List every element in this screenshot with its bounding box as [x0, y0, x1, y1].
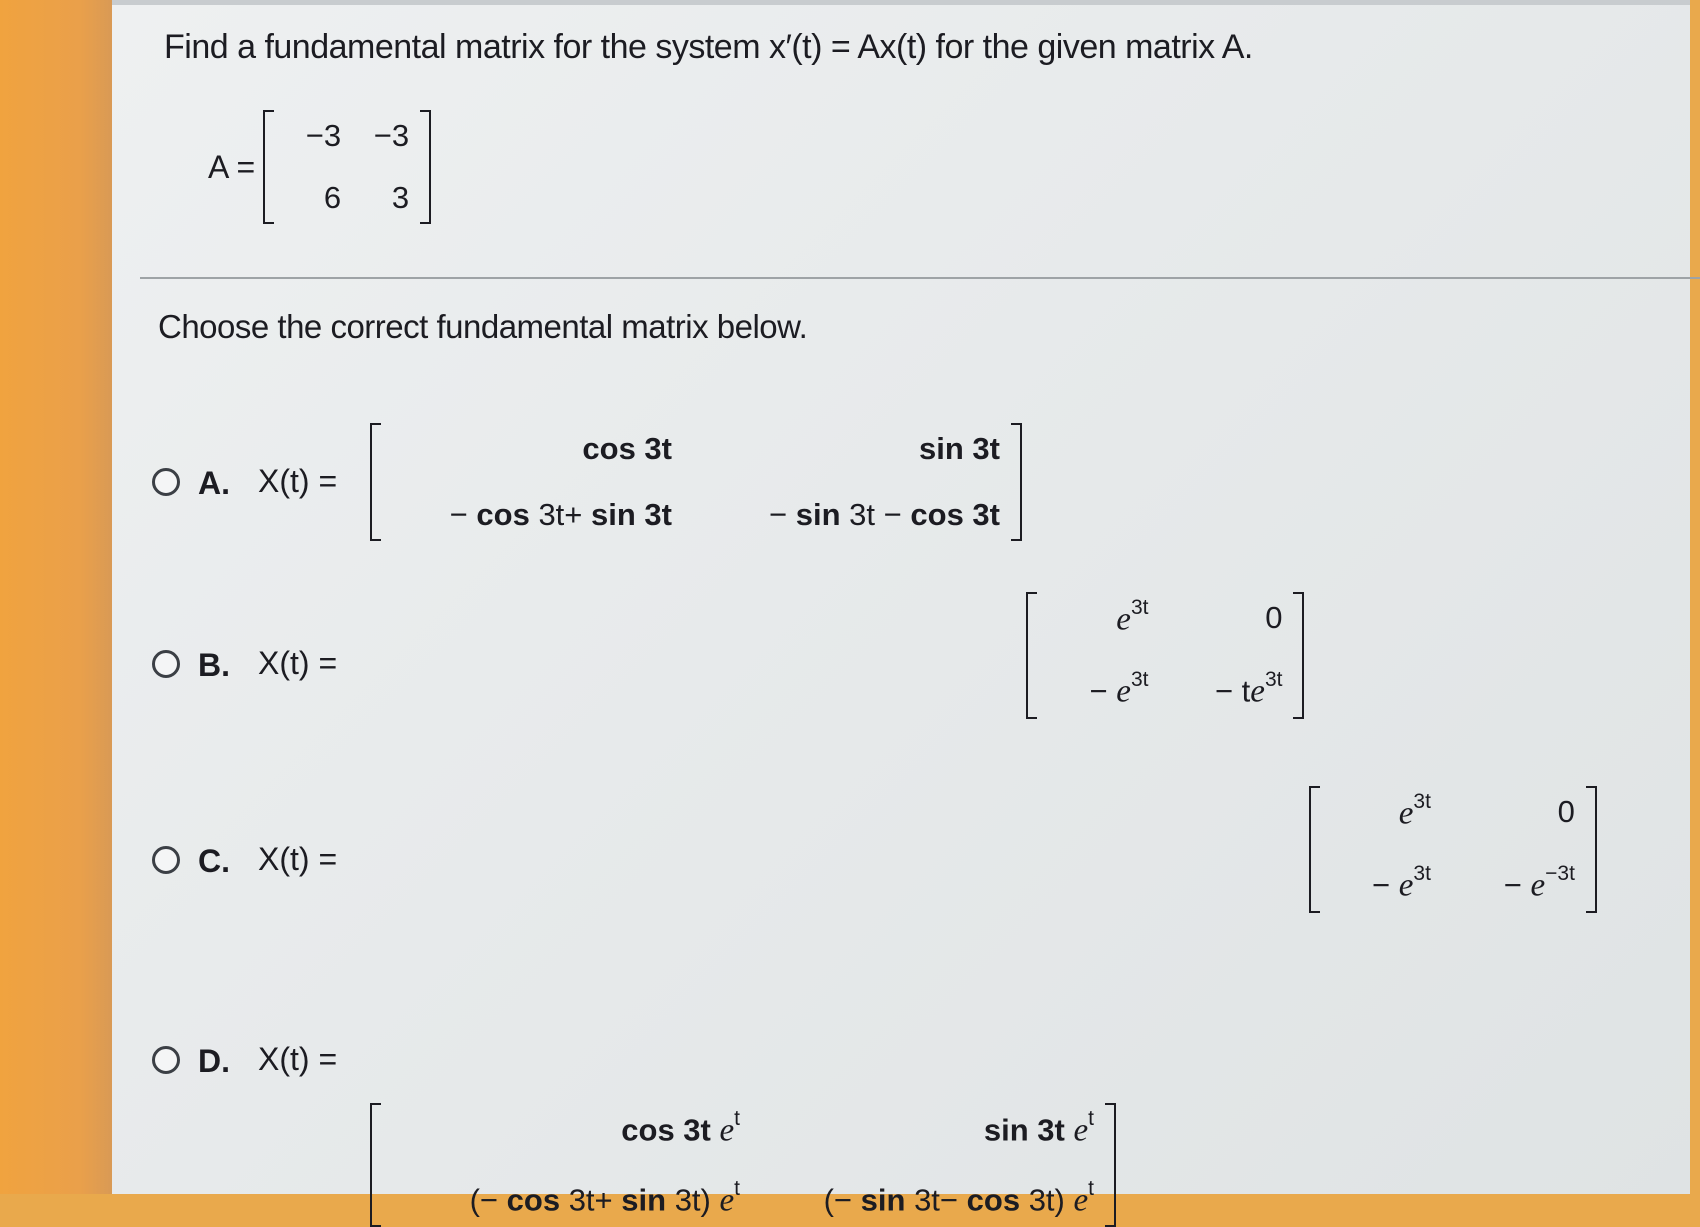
- option-a-matrix[interactable]: [370, 431, 1022, 533]
- matrix-cell: − $e^{3t}$: [1372, 862, 1431, 904]
- option-d-radio[interactable]: [152, 1046, 180, 1074]
- option-b-matrix[interactable]: [1026, 596, 1304, 711]
- matrix-cell: sin 3t: [919, 431, 1000, 467]
- matrix-a: [208, 118, 431, 216]
- matrix-cell: − cos 3t+ sin 3t: [449, 497, 672, 533]
- option-c-radio[interactable]: [152, 846, 180, 874]
- option-b-letter: B.: [198, 647, 230, 683]
- option-d-lhs: X(t) =: [258, 1041, 338, 1077]
- desk-background: [0, 0, 112, 1194]
- option-c-lhs: X(t) =: [258, 841, 338, 877]
- matrix-a-label: A =: [208, 148, 256, 185]
- option-a-radio[interactable]: [152, 468, 180, 496]
- option-b-radio[interactable]: [152, 650, 180, 678]
- matrix-cell: $e^{3t}$: [1116, 596, 1149, 638]
- matrix-cell: − $e^{-3t}$: [1503, 862, 1575, 904]
- matrix-cell: − $te^{3t}$: [1214, 668, 1283, 710]
- matrix-a-cell: −3: [305, 118, 342, 153]
- matrix-cell: cos 3t: [582, 431, 672, 467]
- instruction-text: Choose the correct fundamental matrix below.: [158, 308, 808, 345]
- question-prompt: Find a fundamental matrix for the system x′(t) = Ax(t) for the given matrix A.: [164, 28, 1253, 66]
- matrix-cell: (− cos 3t+ sin 3t) $e^t$: [469, 1176, 740, 1219]
- top-bar: [112, 0, 1690, 5]
- matrix-cell: 0: [1265, 600, 1283, 635]
- matrix-cell: − sin 3t − cos 3t: [769, 497, 1000, 533]
- option-c-matrix[interactable]: [1309, 790, 1597, 905]
- option-b-lhs: X(t) =: [258, 645, 338, 681]
- matrix-cell: sin 3t $e^t$: [983, 1106, 1094, 1148]
- option-c-letter: C.: [198, 843, 230, 879]
- option-d-letter: D.: [198, 1043, 230, 1079]
- option-d-matrix[interactable]: [370, 1106, 1116, 1220]
- matrix-cell: cos 3t $e^t$: [621, 1106, 740, 1148]
- matrix-cell: − $e^{3t}$: [1089, 668, 1149, 710]
- option-a-lhs: X(t) =: [258, 463, 338, 499]
- matrix-a-cell: 3: [391, 180, 410, 215]
- matrix-cell: 0: [1557, 794, 1575, 829]
- divider: [140, 277, 1700, 279]
- matrix-cell: (− sin 3t− cos 3t) $e^t$: [823, 1176, 1094, 1219]
- matrix-a-grid: [263, 118, 431, 216]
- option-a-letter: A.: [198, 465, 230, 501]
- matrix-a-cell: −3: [373, 118, 410, 153]
- matrix-a-cell: 6: [323, 180, 342, 215]
- question-panel: [112, 0, 1690, 1219]
- matrix-cell: $e^{3t}$: [1398, 790, 1431, 832]
